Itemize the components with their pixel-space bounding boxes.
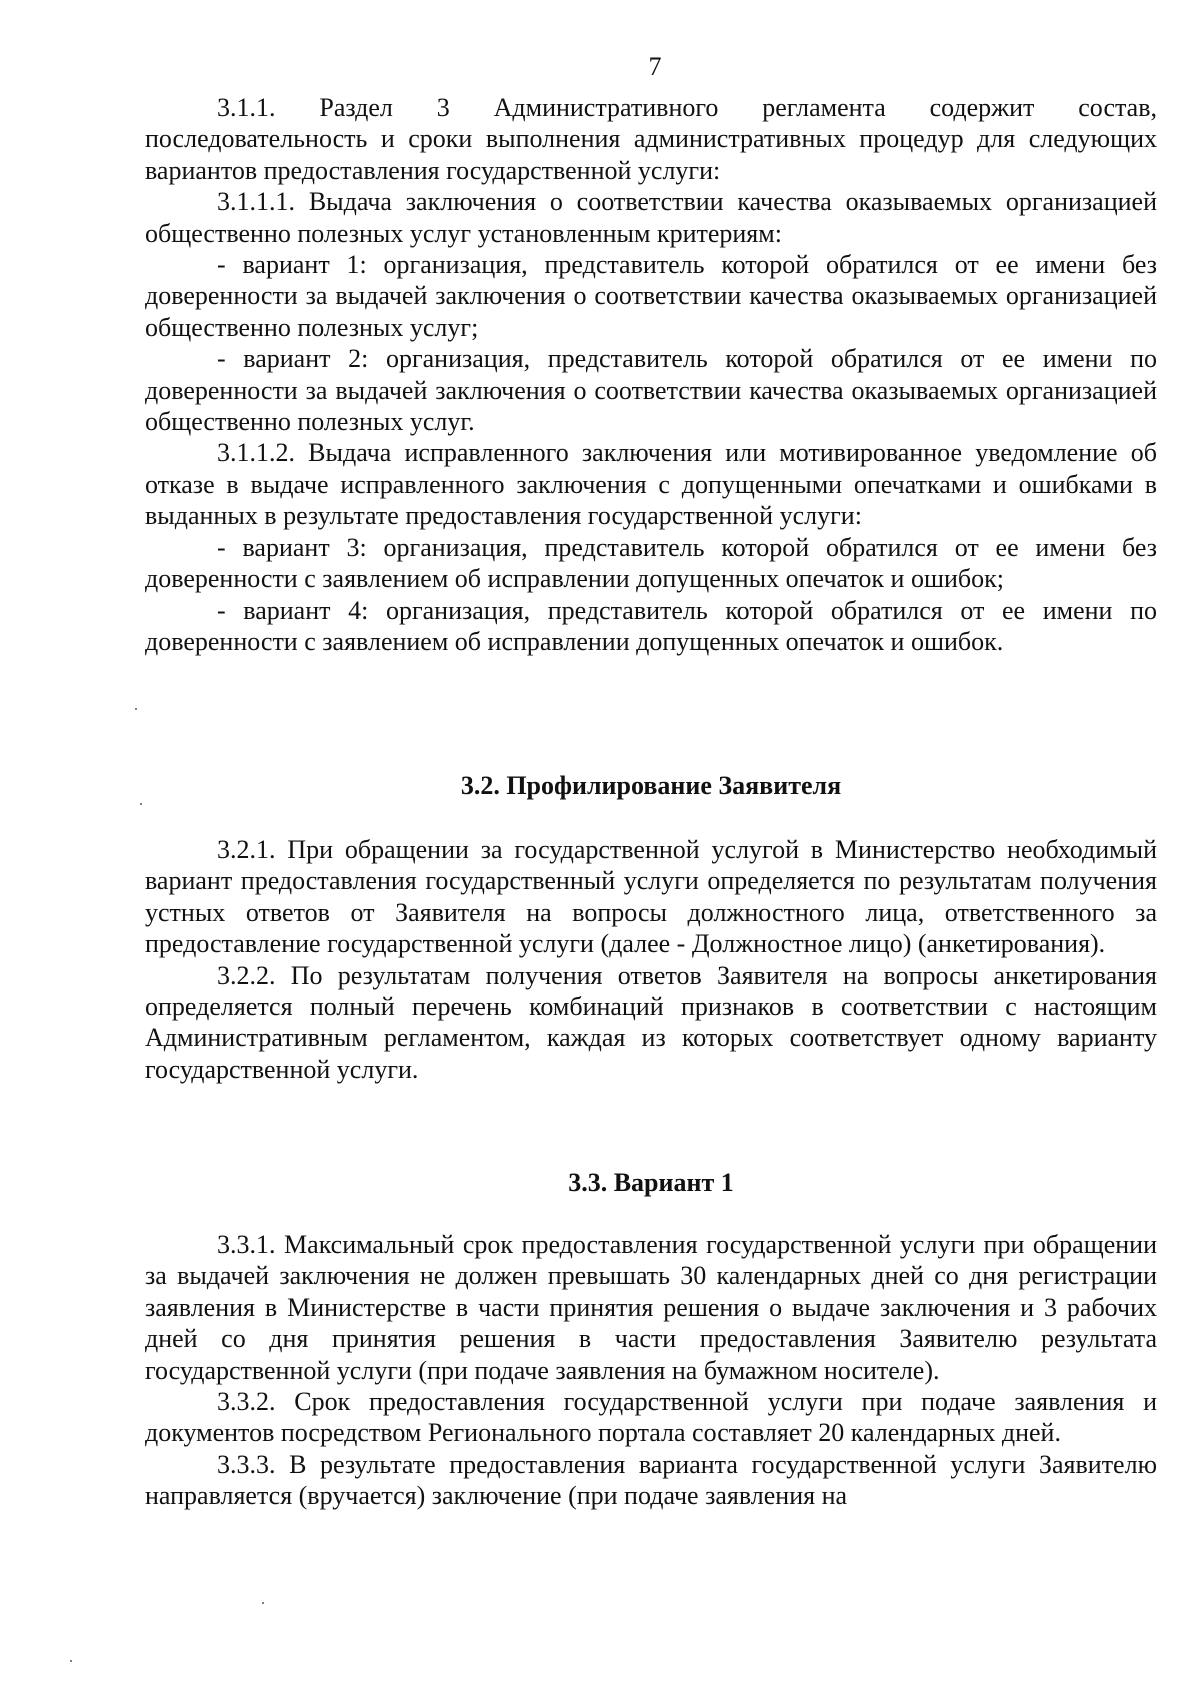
section-heading-3-3: 3.3. Вариант 1 xyxy=(568,1168,734,1197)
paragraph-3-3-2: 3.3.2. Срок предоставления государственной услуги при подаче заявления и документов посредством Регионального портала составляет 20 календарных дней. xyxy=(145,1387,1157,1448)
paragraph-3-1-1-1: 3.1.1.1. Выдача заключения о соответствии качества оказываемых организацией общественно полезных услуг установленным критериям: xyxy=(145,187,1157,248)
scan-speck xyxy=(262,1602,264,1604)
page-number: 7 xyxy=(648,52,662,81)
section-3-1-body xyxy=(145,92,1157,657)
scan-speck xyxy=(135,708,137,710)
paragraph-3-1-1-2: 3.1.1.2. Выдача исправленного заключения или мотивированное уведомление об отказе в выдаче исправленного заключения с допущенными опечатками и ошибками в выданных в результате предоставления государственной услуги: xyxy=(145,438,1157,531)
scan-speck xyxy=(140,803,142,805)
section-heading-3-2: 3.2. Профилирование Заявителя xyxy=(460,771,842,800)
paragraph-3-3-3: 3.3.3. В результате предоставления варианта государственной услуги Заявителю направляется (вручается) заключение (при подаче заявления на xyxy=(145,1449,1157,1511)
list-item-variant-1: - вариант 1: организация, представитель которой обратился от ее имени без доверенности за выдачей заключения о соответствии качества оказываемых организацией общественно полезных услуг; xyxy=(145,250,1157,342)
list-item-variant-3: - вариант 3: организация, представитель которой обратился от ее имени без доверенности с заявлением об исправлении допущенных опечаток и ошибок; xyxy=(145,532,1157,594)
paragraph-3-2-2: 3.2.2. По результатам получения ответов Заявителя на вопросы анкетирования определяется полный перечень комбинаций признаков в соответствии с настоящим Административным регламентом, каждая из которых соответствует одному варианту государственной услуги. xyxy=(145,960,1157,1084)
paragraph-3-3-1: 3.3.1. Максимальный срок предоставления государственной услуги при обращении за выдачей заключения не должен превышать 30 календарных дней со дня регистрации заявления в Министерстве в части принятия решения о выдаче заключения и 3 рабочих дней со дня принятия решения в части предоставления Заявителю результата государственной услуги (при подаче заявления на бумажном носителе). xyxy=(145,1230,1157,1385)
paragraph-3-1-1: 3.1.1. Раздел 3 Административного регламента содержит состав, последовательность и сроки выполнения административных процедур для следующих вариантов предоставления государственной услуги: xyxy=(145,93,1157,185)
list-item-variant-2: - вариант 2: организация, представитель которой обратился от ее имени по доверенности за выдачей заключения о соответствии качества оказываемых организацией общественно полезных услуг. xyxy=(145,344,1157,437)
section-3-2-body xyxy=(145,834,1157,1085)
list-item-variant-4: - вариант 4: организация, представитель которой обратился от ее имени по доверенности с заявлением об исправлении допущенных опечаток и ошибок. xyxy=(145,595,1157,656)
section-3-3-body xyxy=(145,1229,1157,1512)
scan-speck xyxy=(70,1660,72,1662)
paragraph-3-2-1: 3.2.1. При обращении за государственной услугой в Министерство необходимый вариант предоставления государственный услуги определяется по результатам получения устных ответов от Заявителя на вопросы должностного лица, ответственного за предоставление государственной услуги (далее - Должностное лицо) (анкетирования). xyxy=(145,835,1157,959)
